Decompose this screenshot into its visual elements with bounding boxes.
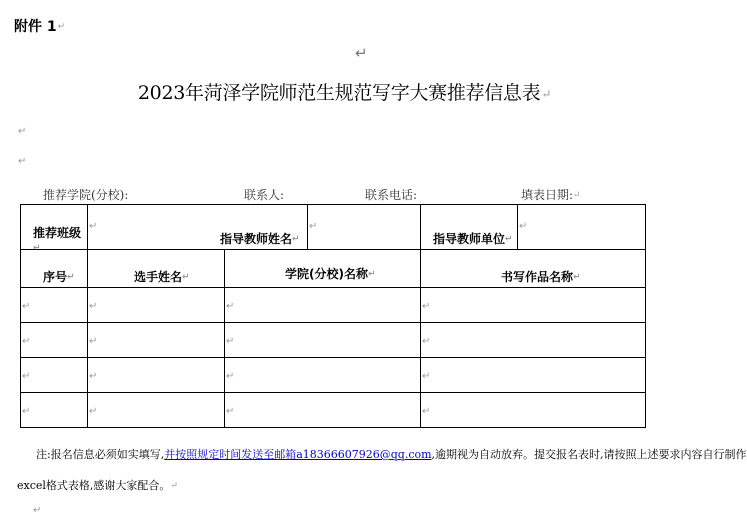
teacher-unit-input-cell[interactable]	[518, 205, 646, 250]
paragraph-mark: ↵	[33, 505, 42, 516]
college-cell[interactable]	[225, 393, 421, 428]
date-label-text: 填表日期:	[521, 188, 574, 202]
note-prefix: 注:报名信息必须如实填写,	[36, 448, 165, 461]
document-title-text: 2023年菏泽学院师范生规范写字大赛推荐信息表	[137, 82, 541, 104]
teacher-unit-label-text: 指导教师单位	[433, 232, 506, 246]
paragraph-mark: ↵	[170, 481, 178, 491]
info-line	[0, 186, 689, 202]
header-work-text: 书写作品名称	[501, 270, 574, 284]
seq-cell[interactable]	[21, 358, 88, 393]
paragraph-mark: ↵	[22, 301, 31, 312]
paragraph-mark: ↵	[33, 243, 41, 254]
header-work	[421, 250, 646, 288]
paragraph-mark: ↵	[309, 221, 318, 232]
paragraph-mark: ↵	[292, 234, 300, 245]
paragraph-mark: ↵	[182, 272, 190, 283]
college-cell[interactable]	[225, 323, 421, 358]
header-college-label	[285, 265, 376, 282]
paragraph-mark: ↵	[226, 406, 235, 417]
class-label-cell	[21, 205, 88, 254]
paragraph-mark: ↵	[89, 371, 98, 382]
header-student	[88, 250, 225, 288]
school-label: 推荐学院(分校):	[43, 188, 129, 202]
date-label	[521, 186, 581, 203]
paragraph-mark: ↵	[541, 87, 552, 101]
note-suffix: ,逾期视为自动放弃。提交报名表时,请按照上述要求内容自行制作	[431, 448, 747, 461]
paragraph-mark: ↵	[226, 336, 235, 347]
teacher-unit-label	[433, 230, 513, 247]
teacher-unit-label-cell	[421, 205, 518, 250]
paragraph-mark: ↵	[89, 221, 98, 232]
table-row	[21, 205, 646, 250]
note-line	[36, 446, 747, 462]
seq-cell[interactable]	[21, 323, 88, 358]
teacher-name-label	[220, 230, 300, 247]
return-mark: ↵	[355, 44, 368, 62]
paragraph-mark: ↵	[57, 22, 66, 32]
attachment-label	[14, 16, 65, 36]
paragraph-mark: ↵	[67, 272, 75, 283]
table-row	[21, 288, 646, 323]
student-cell[interactable]	[88, 288, 225, 323]
phone-label: 联系电话:	[365, 188, 418, 202]
paragraph-mark: ↵	[422, 301, 431, 312]
header-seq-text: 序号	[43, 270, 68, 284]
student-cell[interactable]	[88, 358, 225, 393]
paragraph-mark: ↵	[422, 406, 431, 417]
work-cell[interactable]	[421, 288, 646, 323]
paragraph-mark: ↵	[367, 269, 376, 280]
header-college	[225, 250, 421, 288]
table-row	[21, 323, 646, 358]
student-cell[interactable]	[88, 323, 225, 358]
email-link[interactable]: 并按照规定时间发送至邮箱a18366607926@qq.com	[164, 448, 432, 461]
attachment-text: 附件 1	[14, 19, 57, 35]
paragraph-mark: ↵	[505, 234, 513, 245]
work-cell[interactable]	[421, 393, 646, 428]
header-seq	[21, 250, 88, 288]
class-input-cell[interactable]	[88, 205, 308, 250]
class-label-text: 推荐班级	[33, 226, 82, 240]
paragraph-mark: ↵	[573, 190, 581, 201]
table-row	[21, 393, 646, 428]
paragraph-mark: ↵	[226, 371, 235, 382]
student-cell[interactable]	[88, 393, 225, 428]
paragraph-mark: ↵	[22, 336, 31, 347]
header-college-text: 学院(分校)名称	[285, 267, 368, 281]
paragraph-mark: ↵	[22, 371, 31, 382]
table-row	[21, 358, 646, 393]
table-header-row	[21, 250, 646, 288]
work-cell[interactable]	[421, 323, 646, 358]
header-student-label	[134, 268, 190, 285]
header-work-label	[501, 268, 581, 285]
paragraph-mark: ↵	[89, 301, 98, 312]
paragraph-mark: ↵	[22, 406, 31, 417]
college-cell[interactable]	[225, 288, 421, 323]
college-cell[interactable]	[225, 358, 421, 393]
teacher-name-input-cell[interactable]	[308, 205, 421, 250]
paragraph-mark: ↵	[89, 406, 98, 417]
contact-label: 联系人:	[244, 188, 285, 202]
paragraph-mark: ↵	[519, 221, 528, 232]
paragraph-mark: ↵	[422, 371, 431, 382]
note-line-2	[17, 477, 178, 493]
document-title	[0, 78, 689, 105]
recommendation-table	[20, 204, 646, 428]
note-line-2-text: excel格式表格,感谢大家配合。	[17, 479, 171, 492]
paragraph-mark: ↵	[422, 336, 431, 347]
header-seq-label	[43, 268, 75, 285]
paragraph-mark: ↵	[573, 272, 581, 283]
paragraph-mark: ↵	[18, 156, 27, 167]
header-student-text: 选手姓名	[134, 270, 183, 284]
teacher-name-label-text: 指导教师姓名	[220, 232, 293, 246]
paragraph-mark: ↵	[18, 126, 27, 137]
paragraph-mark: ↵	[226, 301, 235, 312]
work-cell[interactable]	[421, 358, 646, 393]
seq-cell[interactable]	[21, 393, 88, 428]
paragraph-mark: ↵	[89, 336, 98, 347]
seq-cell[interactable]	[21, 288, 88, 323]
